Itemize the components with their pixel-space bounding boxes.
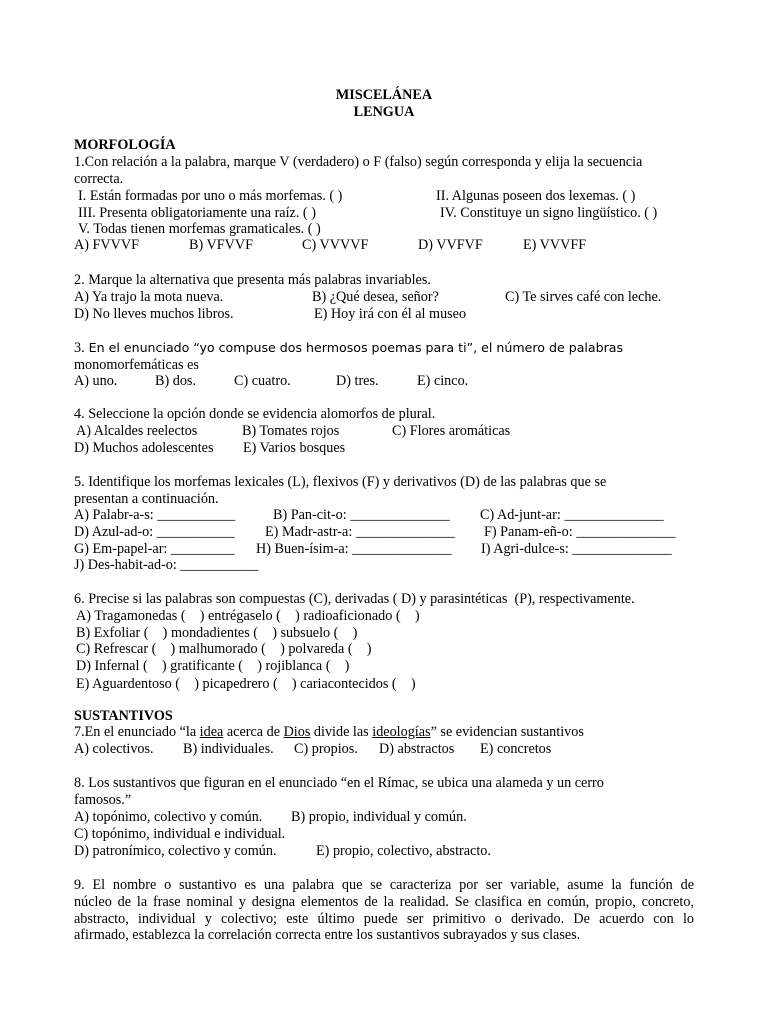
q4-option-b: B) Tomates rojos <box>242 423 340 439</box>
q3-stem-cont: monomorfemáticas es <box>74 357 199 373</box>
q5-item-h: H) Buen-ísim-a: ______________ <box>256 541 452 557</box>
q9-line-4: afirmado, establezca la correlación correcta entre los sustantivos subrayados y sus clases. <box>74 927 581 944</box>
q5-item-j: J) Des-habit-ad-o: ___________ <box>74 557 259 573</box>
q8-option-d: D) patronímico, colectivo y común. <box>74 843 277 859</box>
q3-number: 3. <box>74 340 85 356</box>
q3-stem <box>74 340 623 357</box>
q7-option-e: E) concretos <box>480 741 552 757</box>
q8-option-b: B) propio, individual y común. <box>291 809 467 825</box>
q5-item-a: A) Palabr-a-s: ___________ <box>74 507 236 523</box>
q6-option-c: C) Refrescar ( ) malhumorado ( ) polvareda ( ) <box>76 641 372 657</box>
q2-option-a: A) Ya trajo la mota nueva. <box>74 289 224 305</box>
q5-item-g: G) Em-papel-ar: _________ <box>74 541 235 557</box>
q1-statement-i: I. Están formadas por uno o más morfemas. ( ) <box>78 188 343 204</box>
q2-option-d: D) No lleves muchos libros. <box>74 306 234 322</box>
q6-stem: 6. Precise si las palabras son compuestas (C), derivadas ( D) y parasintéticas (P), respectivamente. <box>74 591 635 607</box>
q3-stem-text: En el enunciado “yo compuse dos hermosos poemas para ti”, el número de palabras <box>84 340 624 355</box>
doc-title: MISCELÁNEA <box>335 87 433 103</box>
section-heading-sustantivos: SUSTANTIVOS <box>74 708 173 724</box>
q1-statement-ii: II. Algunas poseen dos lexemas. ( ) <box>436 188 636 204</box>
q5-item-c: C) Ad-junt-ar: ______________ <box>480 507 664 523</box>
q5-item-f: F) Panam-eñ-o: ______________ <box>484 524 676 540</box>
q2-stem: 2. Marque la alternativa que presenta más palabras invariables. <box>74 272 431 288</box>
q8-option-c: C) topónimo, individual e individual. <box>74 826 286 842</box>
q7-option-b: B) individuales. <box>183 741 274 757</box>
q7-option-d: D) abstractos <box>379 741 455 757</box>
q7-option-a: A) colectivos. <box>74 741 154 757</box>
q5-item-e: E) Madr-astr-a: ______________ <box>265 524 456 540</box>
q8-option-a: A) topónimo, colectivo y común. <box>74 809 263 825</box>
q7-underlined-ideologias: ideologías <box>372 724 431 740</box>
q1-statement-iv: IV. Constituye un signo lingüístico. ( ) <box>440 205 658 221</box>
q3-option-a: A) uno. <box>74 373 118 389</box>
q1-statement-v: V. Todas tienen morfemas gramaticales. ( ) <box>78 221 321 237</box>
q2-option-b: B) ¿Qué desea, señor? <box>312 289 439 305</box>
q5-stem-cont: presentan a continuación. <box>74 491 219 507</box>
q7-underlined-dios: Dios <box>283 724 311 740</box>
q5-item-d: D) Azul-ad-o: ___________ <box>74 524 235 540</box>
q8-stem-cont: famosos.” <box>74 792 132 808</box>
q1-stem-cont: correcta. <box>74 171 124 187</box>
q1-option-a: A) FVVVF <box>74 237 140 253</box>
q6-option-e: E) Aguardentoso ( ) picapedrero ( ) cariacontecidos ( ) <box>76 676 416 692</box>
q7-stem-part3: divide las <box>310 724 373 740</box>
q1-option-c: C) VVVVF <box>302 237 369 253</box>
q2-option-e: E) Hoy irá con él al museo <box>314 306 467 322</box>
q4-option-c: C) Flores aromáticas <box>392 423 511 439</box>
section-heading-morfologia: MORFOLOGÍA <box>74 137 176 153</box>
q7-option-c: C) propios. <box>294 741 358 757</box>
q1-option-d: D) VVFVF <box>418 237 483 253</box>
doc-subtitle: LENGUA <box>353 104 415 120</box>
q9-paragraph <box>74 877 694 944</box>
q1-statement-iii: III. Presenta obligatoriamente una raíz. ( ) <box>78 205 316 221</box>
q8-option-e: E) propio, colectivo, abstracto. <box>316 843 491 859</box>
q7-stem <box>74 724 584 741</box>
q3-option-c: C) cuatro. <box>234 373 291 389</box>
q5-item-b: B) Pan-cit-o: ______________ <box>273 507 450 523</box>
q9-line-1: 9. El nombre o sustantivo es una palabra que se caracteriza por ser variable, asume la función de <box>74 877 694 893</box>
q4-option-a: A) Alcaldes reelectos <box>76 423 198 439</box>
q5-stem: 5. Identifique los morfemas lexicales (L), flexivos (F) y derivativos (D) de las palabras que se <box>74 474 607 490</box>
q1-option-b: B) VFVVF <box>189 237 253 253</box>
q9-line-2: núcleo de la frase nominal y designa elementos de la realidad. Se clasifica en común, propio, concreto, <box>74 893 694 910</box>
q6-option-b: B) Exfoliar ( ) mondadientes ( ) subsuelo ( ) <box>76 625 358 641</box>
q7-stem-part1: 7.En el enunciado “la <box>74 724 200 740</box>
q3-option-e: E) cinco. <box>417 373 469 389</box>
q4-option-d: D) Muchos adolescentes <box>74 440 214 456</box>
q4-option-e: E) Varios bosques <box>243 440 346 456</box>
q7-stem-part2: acerca de <box>223 724 284 740</box>
q7-underlined-idea: idea <box>199 724 224 740</box>
q2-option-c: C) Te sirves café con leche. <box>505 289 662 305</box>
q1-option-e: E) VVVFF <box>523 237 587 253</box>
q3-option-b: B) dos. <box>155 373 196 389</box>
q3-option-d: D) tres. <box>336 373 379 389</box>
q1-stem: 1.Con relación a la palabra, marque V (verdadero) o F (falso) según corresponda y elija la secuencia <box>74 154 643 170</box>
q9-line-3: abstracto, individual y colectivo; este último puede ser primitivo o derivado. De acuerdo con lo <box>74 910 694 927</box>
q6-option-a: A) Tragamonedas ( ) entrégaselo ( ) radioaficionado ( ) <box>76 608 420 624</box>
q6-option-d: D) Infernal ( ) gratificante ( ) rojiblanca ( ) <box>76 658 350 674</box>
q8-stem: 8. Los sustantivos que figuran en el enunciado “en el Rímac, se ubica una alameda y un cerro <box>74 775 604 791</box>
q7-stem-part4: ” se evidencian sustantivos <box>430 724 584 740</box>
q4-stem: 4. Seleccione la opción donde se evidencia alomorfos de plural. <box>74 406 436 422</box>
q5-item-i: I) Agri-dulce-s: ______________ <box>481 541 672 557</box>
